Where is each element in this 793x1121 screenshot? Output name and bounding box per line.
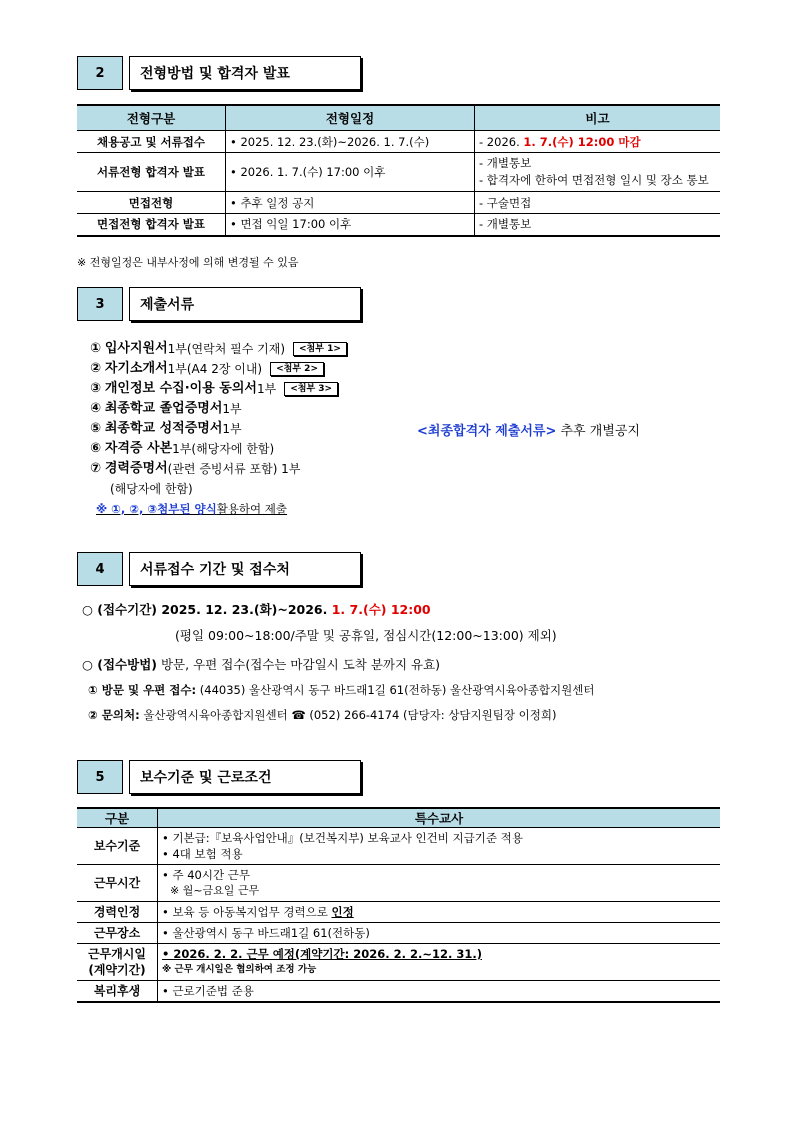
section-2-header bbox=[77, 56, 361, 90]
attachment-tag: <첨부 3> bbox=[284, 382, 338, 396]
working-conditions-table bbox=[77, 807, 720, 1003]
table-row: 복리후생 • 근로기준법 준용 bbox=[77, 981, 720, 1003]
section-number: 3 bbox=[77, 287, 123, 321]
table-row: 서류전형 합격자 발표 • 2026. 1. 7.(수) 17:00 이후 - 개별통보 - 합격자에 한하여 면접전형 일시 및 장소 통보 bbox=[77, 153, 720, 192]
document-list bbox=[90, 339, 347, 519]
list-item-continuation: (해당자에 한함) bbox=[110, 482, 193, 496]
application-method: ○ (접수방법) 방문, 우편 접수(접수는 마감일시 도착 분까지 유효) bbox=[82, 657, 441, 672]
section-3-header bbox=[77, 287, 361, 321]
table-header: 구분 bbox=[77, 808, 158, 828]
section-4-header bbox=[77, 552, 361, 586]
table-header: 전형구분 bbox=[77, 105, 226, 131]
schedule-note: ※ 전형일정은 내부사정에 의해 변경될 수 있음 bbox=[77, 256, 299, 269]
table-row: 면접전형 • 추후 일정 공지 - 구술면접 bbox=[77, 192, 720, 214]
contact-info: ② 문의처: 울산광역시육아종합지원센터 ☎ (052) 266-4174 (담당자: 상담지원팀장 이정희) bbox=[88, 708, 557, 722]
application-period: ○ (접수기간) 2025. 12. 23.(화)~2026. 1. 7.(수) 12:00 bbox=[82, 602, 431, 617]
application-period-detail: (평일 09:00~18:00/주말 및 공휴일, 점심시간(12:00~13:00) 제외) bbox=[175, 628, 557, 643]
section-number: 4 bbox=[77, 552, 123, 586]
table-header: 특수교사 bbox=[158, 808, 721, 828]
table-row: 근무장소 • 울산광역시 동구 바드래1길 61(전하동) bbox=[77, 923, 720, 944]
list-item: ④ 최종학교 졸업증명서 1부 bbox=[90, 401, 242, 416]
section-title: 제출서류 bbox=[129, 287, 361, 321]
section-number: 2 bbox=[77, 56, 123, 90]
section-5-header bbox=[77, 760, 361, 794]
table-header: 비고 bbox=[475, 105, 721, 131]
attachment-tag: <첨부 1> bbox=[293, 342, 347, 356]
section-number: 5 bbox=[77, 760, 123, 794]
table-row: 경력인정 • 보육 등 아동복지업무 경력으로 인정 bbox=[77, 902, 720, 923]
final-documents-note: <최종합격자 제출서류> 추후 개별공지 bbox=[417, 424, 640, 439]
attachment-note: ※ ①, ②, ③ 첨부된 양식 활용하여 제출 bbox=[96, 502, 288, 516]
list-item: ② 자기소개서 1부(A4 2장 이내) <첨부 2> bbox=[90, 359, 347, 379]
attachment-tag: <첨부 2> bbox=[270, 362, 324, 376]
list-item: ⑤ 최종학교 성적증명서 1부 bbox=[90, 421, 242, 436]
list-item: ⑦ 경력증명서 (관련 증빙서류 포함) 1부 bbox=[90, 461, 301, 476]
table-row: 보수기준 • 기본급:『보육사업안내』(보건복지부) 보육교사 인건비 지급기준 적용 • 4대 보험 적용 bbox=[77, 828, 720, 865]
list-item: ① 입사지원서 1부(연락처 필수 기재) <첨부 1> bbox=[90, 339, 347, 359]
table-row: 근무개시일 (계약기간) • 2026. 2. 2. 근무 예정(계약기간: 2026. 2. 2.~12. 31.) ※ 근무 개시일은 협의하여 조정 가능 bbox=[77, 944, 720, 981]
selection-schedule-table bbox=[77, 104, 720, 237]
list-item: ③ 개인정보 수집·이용 동의서 1부 <첨부 3> bbox=[90, 379, 347, 399]
table-header: 전형일정 bbox=[226, 105, 475, 131]
list-item: ⑥ 자격증 사본 1부(해당자에 한함) bbox=[90, 441, 275, 456]
section-title: 서류접수 기간 및 접수처 bbox=[129, 552, 361, 586]
table-row: 채용공고 및 서류접수 • 2025. 12. 23.(화)~2026. 1. 7.(수) - 2026. 1. 7.(수) 12:00 마감 bbox=[77, 131, 720, 153]
section-title: 보수기준 및 근로조건 bbox=[129, 760, 361, 794]
table-row: 면접전형 합격자 발표 • 면접 익일 17:00 이후 - 개별통보 bbox=[77, 214, 720, 236]
table-row: 근무시간 • 주 40시간 근무 ※ 월~금요일 근무 bbox=[77, 865, 720, 902]
visit-address: ① 방문 및 우편 접수: (44035) 울산광역시 동구 바드래1길 61(전하동) 울산광역시육아종합지원센터 bbox=[88, 683, 595, 697]
section-title: 전형방법 및 합격자 발표 bbox=[129, 56, 361, 90]
